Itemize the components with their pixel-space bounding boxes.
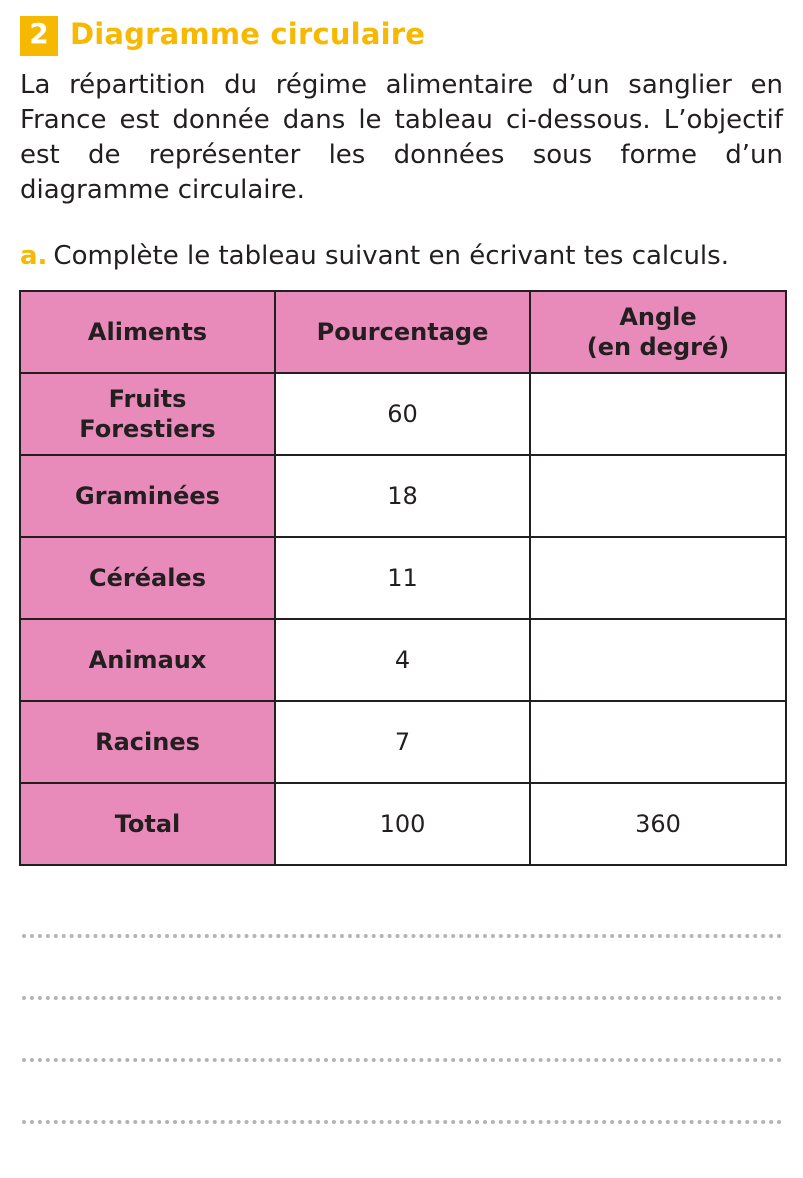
row-pourcentage: 4	[275, 619, 530, 701]
table-row	[20, 619, 786, 701]
total-angle: 360	[530, 783, 786, 865]
header-angle	[530, 291, 786, 373]
row-pourcentage: 7	[275, 701, 530, 783]
row-label: Animaux	[20, 619, 275, 701]
total-pourcentage: 100	[275, 783, 530, 865]
table-row	[20, 537, 786, 619]
exercise-number-badge: 2	[20, 16, 58, 52]
table-row	[20, 373, 786, 455]
row-pourcentage: 60	[275, 373, 530, 455]
table-header-row	[20, 291, 786, 373]
exercise-title: Diagramme circulaire	[70, 17, 426, 51]
table-row	[20, 455, 786, 537]
header-pourcentage: Pourcentage	[275, 291, 530, 373]
exercise-header	[20, 14, 425, 54]
answer-line[interactable]	[22, 1116, 782, 1124]
question-a-text: Complète le tableau suivant en écrivant tes calculs.	[53, 241, 729, 271]
question-a-letter: a.	[20, 241, 48, 271]
row-angle-answer-cell[interactable]	[530, 619, 786, 701]
row-label: Graminées	[20, 455, 275, 537]
row-angle-answer-cell[interactable]	[530, 373, 786, 455]
row-label-line2: Forestiers	[79, 415, 216, 443]
table-total-row	[20, 783, 786, 865]
answer-lines	[22, 930, 782, 1178]
header-angle-line2: (en degré)	[586, 333, 730, 361]
question-a	[20, 240, 729, 272]
row-label-line1: Fruits	[108, 385, 187, 413]
answer-line[interactable]	[22, 992, 782, 1000]
row-label	[20, 373, 275, 455]
intro-paragraph: La répartition du régime alimentaire d’un sanglier en France est donnée dans le tableau ci-dessous. L’objectif est de représenter les données sous forme d’un diagramme circulaire.	[20, 70, 783, 205]
diet-table	[19, 290, 787, 866]
row-angle-answer-cell[interactable]	[530, 537, 786, 619]
row-pourcentage: 11	[275, 537, 530, 619]
total-label: Total	[20, 783, 275, 865]
header-aliments: Aliments	[20, 291, 275, 373]
header-angle-line1: Angle	[619, 303, 697, 331]
row-angle-answer-cell[interactable]	[530, 455, 786, 537]
answer-line[interactable]	[22, 1054, 782, 1062]
row-label: Racines	[20, 701, 275, 783]
row-label: Céréales	[20, 537, 275, 619]
row-pourcentage: 18	[275, 455, 530, 537]
answer-line[interactable]	[22, 930, 782, 938]
table-row	[20, 701, 786, 783]
row-angle-answer-cell[interactable]	[530, 701, 786, 783]
